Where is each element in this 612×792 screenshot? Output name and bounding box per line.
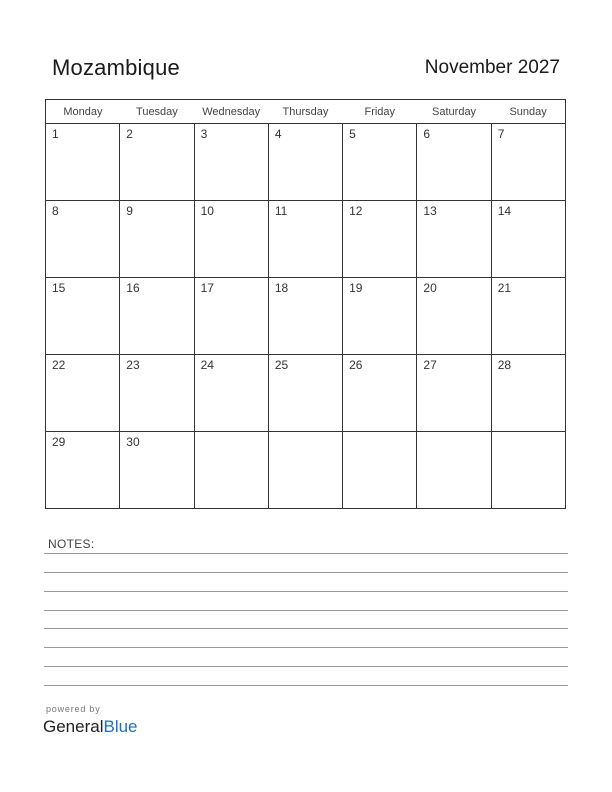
day-cell [417,124,491,201]
day-number: 2 [126,127,133,141]
day-number: 15 [52,281,66,295]
day-number [492,432,565,435]
notes-line [44,553,568,554]
day-number: 9 [126,204,133,218]
day-cell [120,201,194,278]
day-number: 18 [274,281,289,295]
day-cell [343,355,417,432]
day-cell [491,278,565,355]
day-cell [417,432,491,509]
day-number: 12 [349,204,363,218]
day-cell [46,355,120,432]
day-cell [268,124,342,201]
weekday-header-row [46,100,566,124]
day-cell [417,201,491,278]
day-number: 23 [126,358,140,372]
day-cell [343,201,417,278]
country-title: Mozambique [52,55,180,80]
notes-line [44,666,568,667]
day-number [417,432,490,435]
week-row [46,278,566,355]
day-number: 4 [274,127,282,141]
day-number: 19 [349,281,363,295]
day-cell [343,124,417,201]
day-cell [194,355,268,432]
week-row [46,124,566,201]
day-cell [417,355,491,432]
day-number: 17 [200,281,214,295]
notes-line [44,685,568,686]
day-cell [194,201,268,278]
day-number: 29 [52,435,66,449]
day-cell [491,355,565,432]
day-number [269,432,342,435]
weekday-friday: Friday [343,100,417,124]
day-number: 7 [497,127,505,141]
day-number: 28 [497,358,512,372]
day-cell [46,124,120,201]
day-cell [120,355,194,432]
day-number [343,432,416,435]
week-row [46,355,566,432]
day-cell [120,432,194,509]
day-number [195,432,268,435]
day-number: 27 [423,358,437,372]
day-number: 22 [52,358,66,372]
day-cell [268,355,342,432]
day-cell [194,432,268,509]
day-number: 16 [126,281,140,295]
weekday-thursday: Thursday [268,100,342,124]
day-number: 11 [274,204,288,218]
brand-general: General [43,717,104,736]
day-cell [194,124,268,201]
day-number: 24 [200,358,214,372]
day-cell [46,278,120,355]
day-cell [343,278,417,355]
day-number: 1 [52,127,59,141]
day-cell [46,201,120,278]
calendar-grid [45,99,566,509]
brand-blue: Blue [103,717,138,736]
day-number: 14 [497,204,512,218]
day-number: 13 [423,204,437,218]
day-number: 6 [423,127,431,141]
day-cell [491,201,565,278]
day-number: 3 [200,127,208,141]
powered-by-text: powered by [46,704,101,714]
weekday-wednesday: Wednesday [194,100,268,124]
notes-line [44,628,568,629]
day-cell [268,201,342,278]
notes-line [44,647,568,648]
day-number: 10 [200,204,214,218]
notes-line [44,591,568,592]
weekday-tuesday: Tuesday [120,100,194,124]
weekday-monday: Monday [46,100,120,124]
day-cell [194,278,268,355]
month-year-title: November 2027 [424,57,560,78]
day-number: 5 [349,127,356,141]
weekday-sunday: Sunday [491,100,565,124]
day-number: 8 [52,204,59,218]
day-cell [343,432,417,509]
day-cell [120,278,194,355]
generalblue-logo[interactable] [43,717,138,737]
day-number: 25 [274,358,289,372]
notes-line [44,572,568,573]
day-number: 20 [423,281,437,295]
day-number: 21 [497,281,512,295]
day-number: 26 [349,358,363,372]
day-cell [268,278,342,355]
week-row [46,432,566,509]
day-cell [268,432,342,509]
weekday-saturday: Saturday [417,100,491,124]
day-cell [46,432,120,509]
week-row [46,201,566,278]
notes-line [44,610,568,611]
day-cell [120,124,194,201]
day-number: 30 [126,435,140,449]
notes-label: NOTES: [48,537,95,551]
day-cell [417,278,491,355]
day-cell [491,124,565,201]
day-cell [491,432,565,509]
